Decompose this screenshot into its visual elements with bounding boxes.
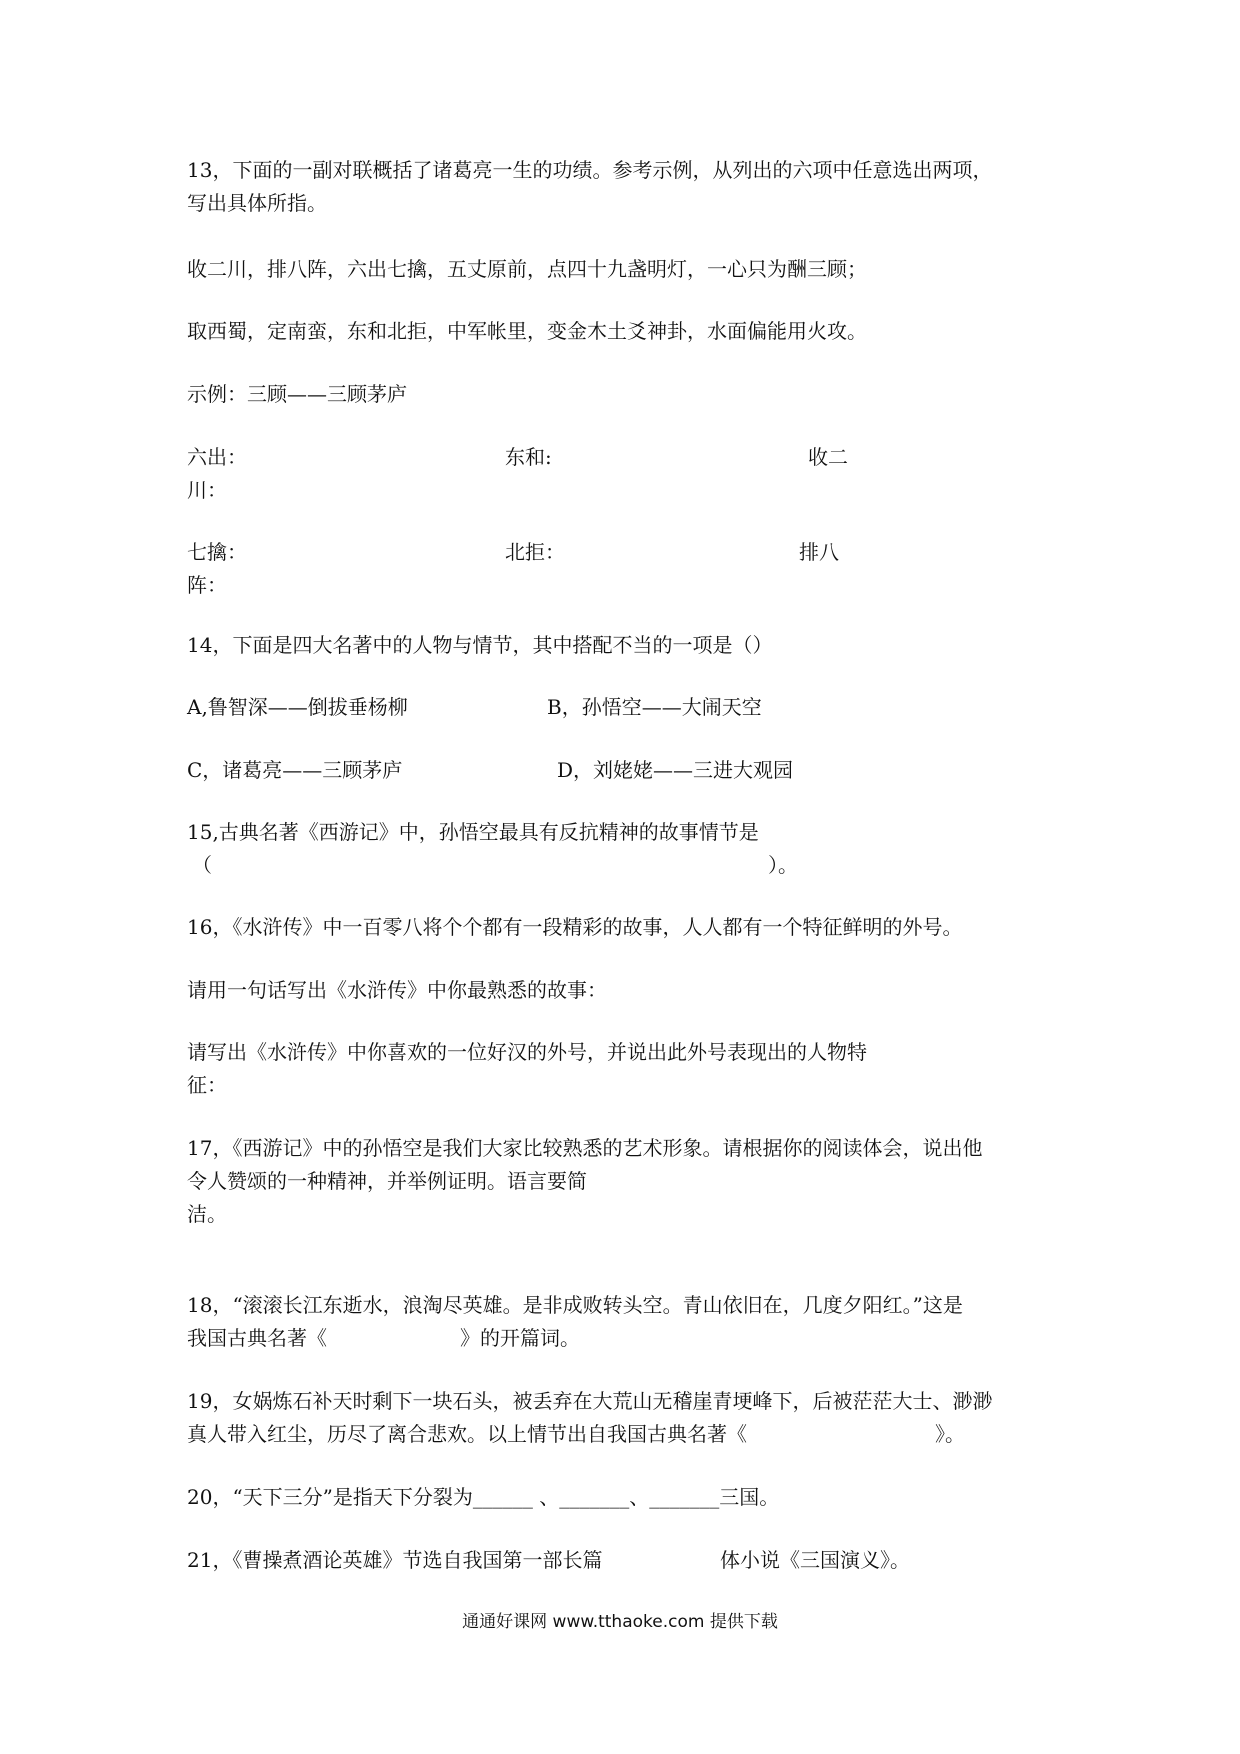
q13-couplet-upper: 收二川，排八阵，六出七擒，五丈原前，点四十九盏明灯，一心只为酬三顾； — [187, 257, 867, 281]
q21-after-blank: 体小说《三国演义》。 — [720, 1548, 910, 1572]
q13-label-paiba-wrap: 阵： — [187, 573, 227, 597]
q13-label-donghe: 东和: — [505, 445, 552, 469]
q15-paren-open: （ — [192, 853, 212, 877]
q13-prompt-line2: 写出具体所指。 — [187, 191, 327, 215]
q13-label-beiju: 北拒： — [505, 540, 565, 564]
q17-line1: 17，《西游记》中的孙悟空是我们大家比较熟悉的艺术形象。请根据你的阅读体会，说出他 — [187, 1136, 983, 1160]
page-footer-source: 通通好课网 www.tthaoke.com 提供下载 — [462, 1612, 778, 1632]
q21-before-blank: 21，《曹操煮酒论英雄》节选自我国第一部长篇 — [187, 1548, 603, 1572]
q13-label-liuchu: 六出： — [187, 445, 247, 469]
q14-prompt: 14，下面是四大名著中的人物与情节，其中搭配不当的一项是（） — [187, 633, 773, 657]
q18-line2-before-blank: 我国古典名著《 — [187, 1326, 327, 1350]
q18-line2-after-blank: 》的开篇词。 — [460, 1326, 580, 1350]
q13-label-paiba: 排八 — [799, 540, 839, 564]
q17-line2: 令人赞颂的一种精神，并举例证明。语言要简 — [187, 1169, 587, 1193]
q13-prompt-line1: 13，下面的一副对联概括了诸葛亮一生的功绩。参考示例，从列出的六项中任意选出两项， — [187, 158, 993, 182]
q17-line3: 洁。 — [187, 1202, 227, 1226]
q13-label-shouer-wrap: 川： — [187, 478, 227, 502]
q13-label-qiqin: 七擒： — [187, 540, 247, 564]
q14-option-d: D，刘姥姥——三进大观园 — [557, 758, 794, 782]
q19-line2-after-blank: 》。 — [935, 1422, 965, 1446]
q16-prompt: 16，《水浒传》中一百零八将个个都有一段精彩的故事，人人都有一个特征鲜明的外号。 — [187, 915, 963, 939]
q14-option-c: C，诸葛亮——三顾茅庐 — [187, 758, 403, 782]
q16-sub-question-1: 请用一句话写出《水浒传》中你最熟悉的故事： — [187, 978, 607, 1002]
q15-paren-close: ）。 — [768, 853, 798, 877]
q18-line1: 18，“滚滚长江东逝水，浪淘尽英雄。是非成败转头空。青山依旧在，几度夕阳红。”这是 — [187, 1293, 963, 1317]
q19-line2-before-blank: 真人带入红尘，历尽了离合悲欢。以上情节出自我国古典名著《 — [187, 1422, 747, 1446]
q13-label-shouer: 收二 — [808, 445, 848, 469]
q19-line1: 19，女娲炼石补天时剩下一块石头，被丢弃在大荒山无稽崖青埂峰下，后被茫茫大士、渺渺 — [187, 1389, 993, 1413]
q14-option-a: A,鲁智深——倒拔垂杨柳 — [187, 695, 408, 719]
q13-couplet-lower: 取西蜀，定南蛮，东和北拒，中军帐里，变金木土爻神卦，水面偏能用火攻。 — [187, 319, 867, 343]
q15-prompt: 15,古典名著《西游记》中，孙悟空最具有反抗精神的故事情节是 — [187, 820, 759, 844]
q16-sub-question-2-line1: 请写出《水浒传》中你喜欢的一位好汉的外号，并说出此外号表现出的人物特 — [187, 1040, 867, 1064]
q16-sub-question-2-line2: 征： — [187, 1073, 227, 1097]
q20-line: 20，“天下三分”是指天下分裂为______ 、_______、_______三国。 — [187, 1485, 780, 1509]
q13-example: 示例：三顾——三顾茅庐 — [187, 382, 407, 406]
q14-option-b: B，孙悟空——大闹天空 — [547, 695, 762, 719]
